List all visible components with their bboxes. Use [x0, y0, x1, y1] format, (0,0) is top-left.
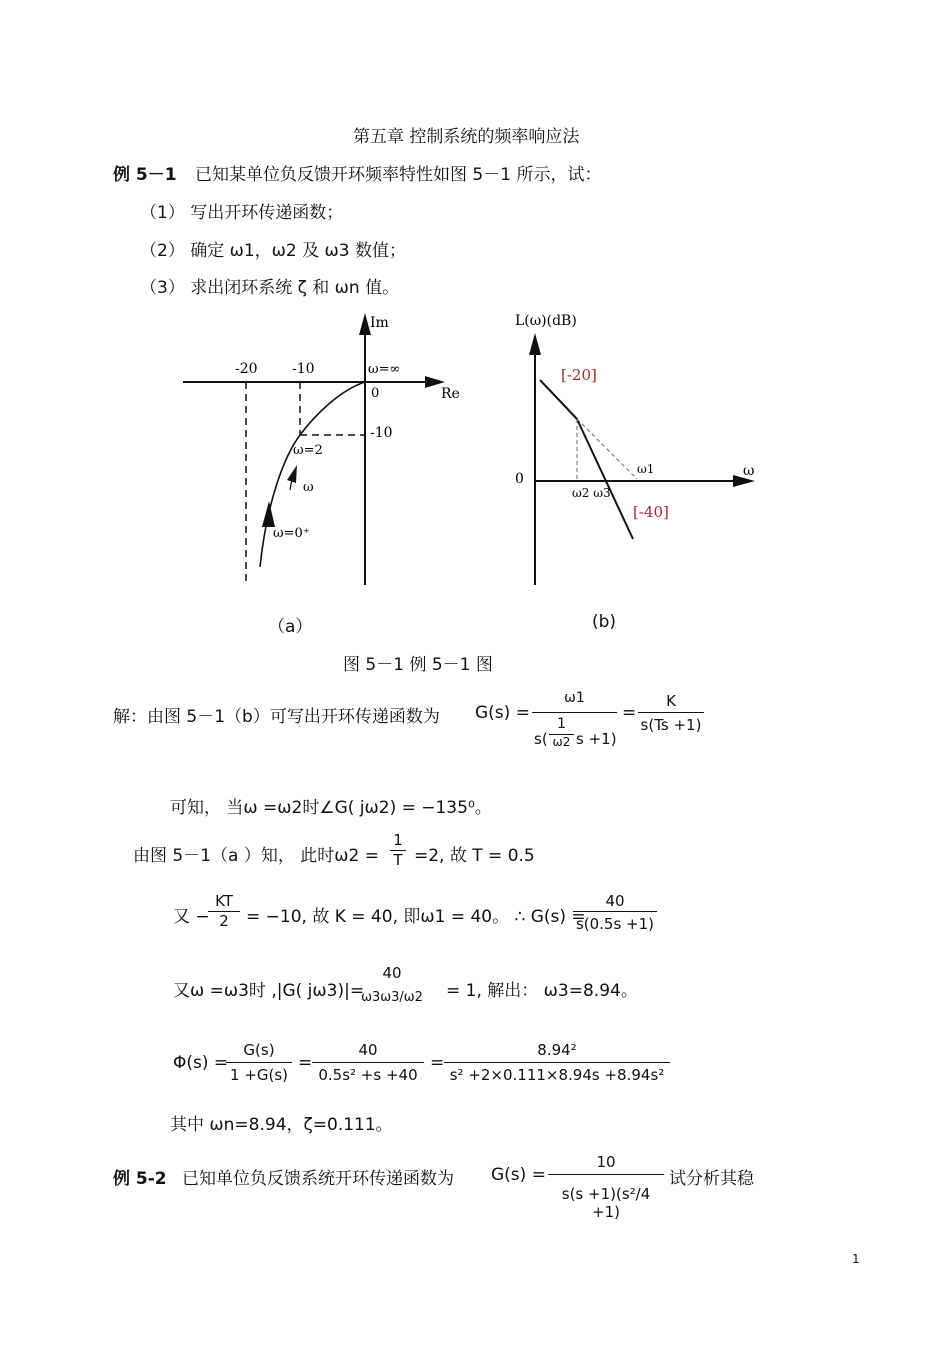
bode-zero-label: 0	[515, 471, 524, 487]
omega-1-label: ω1	[637, 462, 655, 476]
example-2-tail: 试分析其稳	[669, 1169, 754, 1189]
gs-equals: =	[622, 703, 637, 723]
omega-2-3-label: ω2 ω3	[572, 486, 611, 500]
gs-den-pre: s(	[534, 730, 548, 748]
solution-line-4-fraction-1: KT 2	[208, 892, 240, 930]
figure-caption: 图 5－1 例 5－1 图	[343, 655, 493, 675]
nyquist-plot	[175, 305, 475, 595]
example-2-gs-lhs: G(s) =	[491, 1165, 546, 1185]
omega-direction-label: ω	[303, 480, 314, 495]
page-number: 1	[852, 1252, 860, 1266]
solution-line-2: 可知， 当ω =ω2时∠G( jω2) = −135⁰。	[170, 798, 492, 818]
solution-line-3-pre: 由图 5－1（a ）知， 此时ω2 =	[133, 846, 379, 866]
tick-minus-20: -20	[235, 361, 258, 377]
gs-den-post: s +1)	[576, 730, 617, 748]
closed-loop-equals-2: =	[430, 1053, 445, 1073]
example-item-2: （2） 确定 ω1，ω2 及 ω3 数值；	[140, 241, 406, 261]
solution-line-4-pre: 又 −	[173, 907, 210, 927]
solution-line-5-fraction: 40 ω3ω3/ω2	[361, 964, 423, 1005]
example-2-statement: 已知单位负反馈系统开环传递函数为	[182, 1169, 454, 1189]
slope-minus-20-label: [-20]	[561, 366, 597, 384]
gs-fraction-2: K s(Ts +1)	[638, 692, 704, 734]
bode-plot	[505, 305, 765, 595]
gs-den-inner-fraction: 1 ω2	[549, 716, 574, 749]
solution-line-7: 其中 ωn=8.94，ζ=0.111。	[170, 1115, 393, 1135]
solution-line-4-mid: = −10, 故 K = 40, 即ω1 = 40。 ∴ G(s) =	[246, 907, 586, 927]
example-label: 例 5－1	[113, 165, 177, 185]
closed-loop-fraction-1: G(s) 1 +G(s)	[226, 1041, 292, 1084]
gs-fraction-1	[532, 690, 617, 714]
solution-line-4-fraction-2: 40 s(0.5s +1)	[573, 892, 657, 933]
example-2-fraction: 10 s(s +1)(s²/4 +1)	[548, 1153, 664, 1221]
bode-x-label: ω	[743, 463, 755, 479]
figure-b-label: (b)	[592, 612, 617, 632]
solution-line-5-pre: 又ω =ω3时 ,|G( jω3)|=	[173, 981, 365, 1001]
example-2-label: 例 5-2	[113, 1169, 167, 1189]
example-item-1: （1） 写出开环传递函数；	[140, 203, 344, 223]
solution-line-5-post: = 1, 解出： ω3=8.94。	[446, 981, 638, 1001]
origin-label: 0	[371, 386, 380, 401]
example-item-3: （3） 求出闭环系统 ζ 和 ωn 值。	[140, 278, 400, 298]
bode-y-label: L(ω)(dB)	[515, 313, 577, 329]
figure-a-label: （a）	[268, 617, 313, 637]
im-axis-label: Im	[370, 315, 389, 331]
slope-minus-40-label: [-40]	[633, 503, 669, 521]
page-title: 第五章 控制系统的频率响应法	[353, 127, 580, 147]
closed-loop-fraction-2: 40 0.5s² +s +40	[312, 1041, 424, 1084]
omega-infinity-label: ω=∞	[368, 362, 401, 377]
im-tick-minus-10: -10	[370, 425, 393, 441]
solution-line-3-fraction: 1 T	[390, 831, 406, 869]
solution-line-3-post: =2, 故 T = 0.5	[414, 846, 535, 866]
tick-minus-10: -10	[292, 361, 315, 377]
re-axis-label: Re	[441, 386, 460, 402]
gs-lhs: G(s) =	[475, 703, 530, 723]
omega-zero-label: ω=0⁺	[273, 526, 310, 541]
omega-2-label: ω=2	[293, 443, 323, 458]
gs-numerator: ω1	[564, 690, 585, 706]
closed-loop-fraction-3: 8.94² s² +2×0.111×8.94s +8.94s²	[444, 1041, 670, 1084]
example-statement: 已知某单位负反馈开环频率特性如图 5－1 所示，试：	[195, 165, 602, 185]
closed-loop-equals-1: =	[298, 1053, 313, 1073]
solution-intro: 解：由图 5－1（b）可写出开环传递函数为	[113, 707, 440, 727]
solution-line-6-lhs: Φ(s) =	[173, 1053, 229, 1073]
